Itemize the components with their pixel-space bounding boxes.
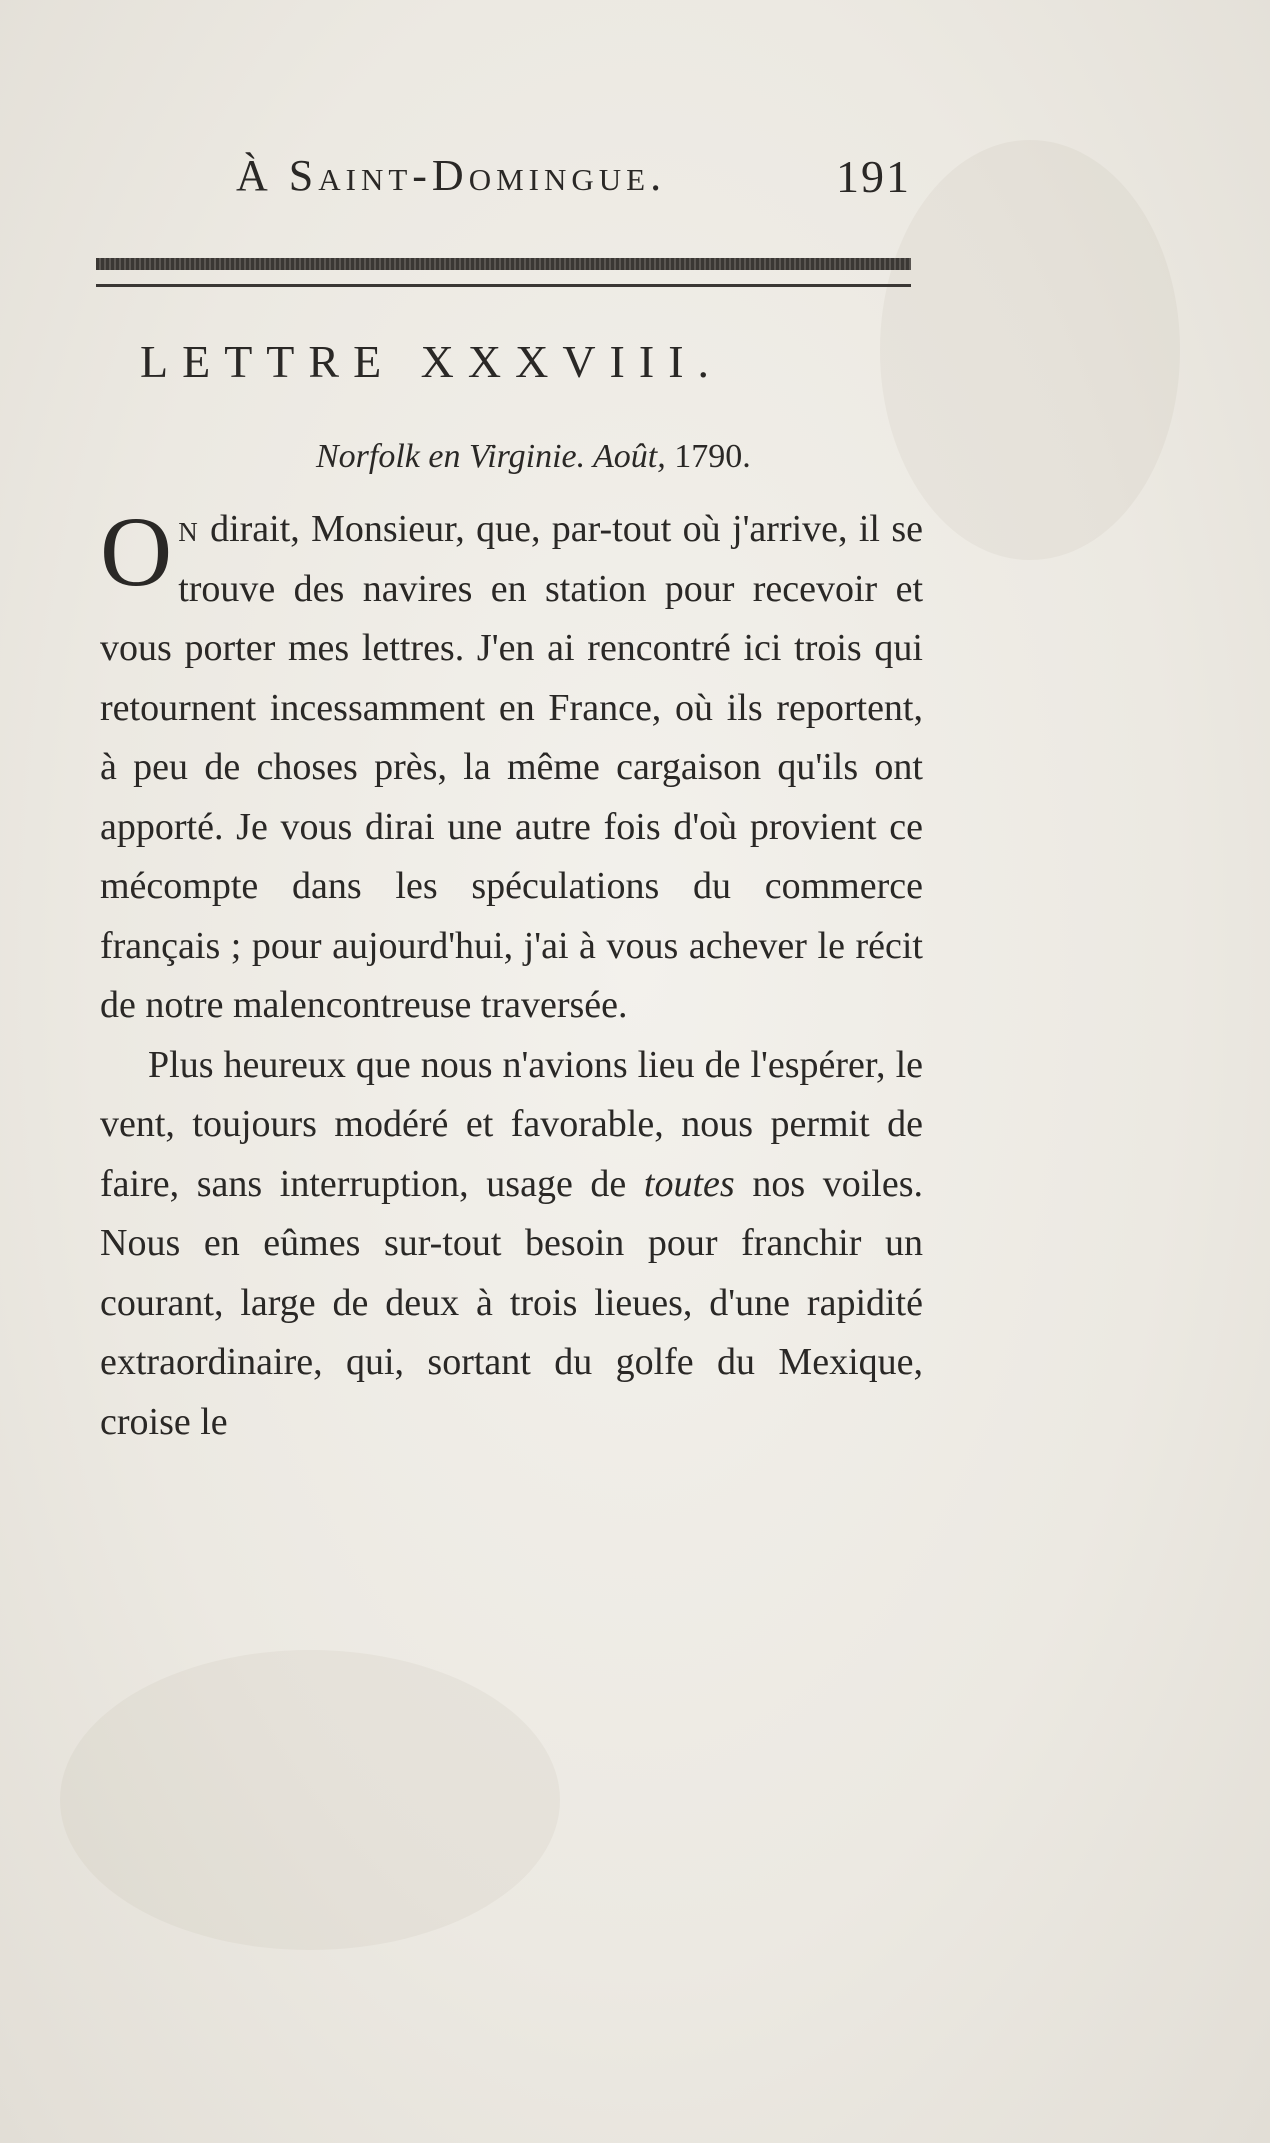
running-title: À Saint-Domingue.	[236, 151, 667, 200]
dateline	[316, 438, 751, 476]
paragraph-2-italic: toutes	[643, 1162, 735, 1205]
paper-stain	[60, 1650, 560, 1950]
paragraph-2	[100, 1036, 923, 1453]
dateline-year: 1790.	[674, 438, 751, 475]
page-number: 191	[836, 151, 911, 202]
drop-cap: O	[100, 496, 173, 607]
header-rule-thick	[96, 258, 911, 270]
paragraph-2-start: Plus heureux que nous n'avions lieu de l'espérer, le vent, toujours modéré et favorable, nous permit de faire, sans interruption, usage de	[100, 1043, 923, 1205]
drop-cap-rest: n	[178, 508, 199, 550]
letter-body	[100, 496, 923, 1452]
paragraph-2-end: nos voiles. Nous en eûmes sur-tout besoin pour franchir un courant, large de deux à trois lieues, d'une rapidité extraordinaire, qui, sortant du golfe du Mexique, croise le	[100, 1162, 923, 1443]
header-rule-thin	[96, 284, 911, 287]
page-header	[96, 150, 911, 210]
letter-title: LETTRE XXXVIII.	[140, 336, 724, 387]
paragraph-1	[100, 496, 923, 1036]
paragraph-1-text: dirait, Monsieur, que, par-tout où j'arrive, il se trouve des navires en station pour recevoir et vous porter mes lettres. J'en ai rencontré ici trois qui retournent incessamment en France, où ils reportent, à peu de choses près, la même cargaison qu'ils ont apporté. Je vous dirai une autre fois d'où provient ce mécompte dans les spéculations du commerce français ; pour aujourd'hui, j'ai à vous achever le récit de notre malencontreuse traversée.	[100, 508, 923, 1026]
paper-stain	[880, 140, 1180, 560]
dateline-place: Norfolk en Virginie. Août,	[316, 438, 666, 475]
